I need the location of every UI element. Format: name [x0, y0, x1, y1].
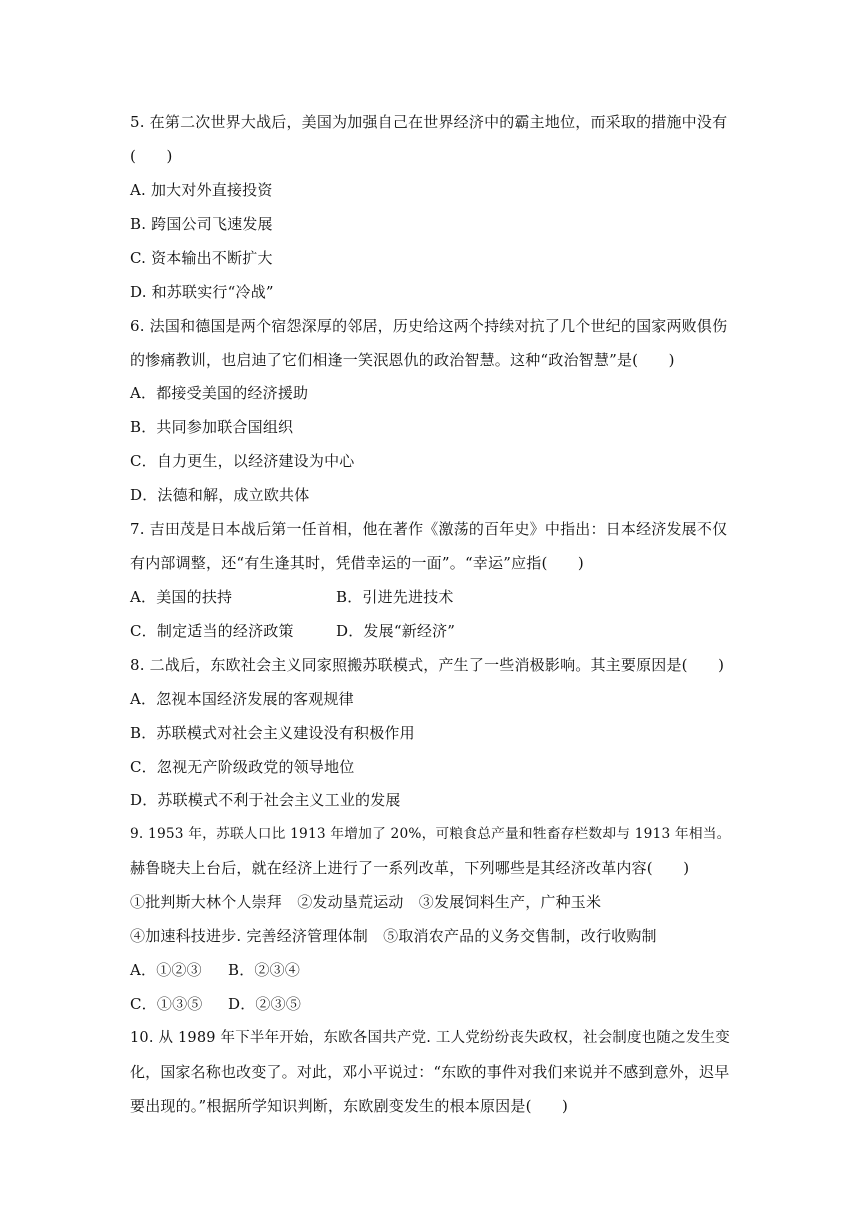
question-7-stem-line-2: 有内部调整，还“有生逢其时，凭借幸运的一面”。“幸运”应指( )	[130, 554, 584, 572]
question-5-option-c: C. 资本输出不断扩大	[130, 249, 273, 267]
question-5-stem-line-2: ( )	[130, 147, 173, 165]
question-9-option-c: C．①③⑤	[130, 995, 203, 1013]
question-10-stem-line-3: 要出现的。”根据所学知识判断，东欧剧变发生的根本原因是( )	[130, 1097, 569, 1115]
question-5-stem-line-1: 5. 在第二次世界大战后，美国为加强自己在世界经济中的霸主地位，而采取的措施中没有	[130, 113, 728, 131]
question-9-statements-line-1: ①批判斯大林个人崇拜 ②发动垦荒运动 ③发展饲料生产，广种玉米	[130, 893, 602, 911]
question-10-stem-line-1: 10. 从 1989 年下半年开始，东欧各国共产党. 工人党纷纷丧失政权，社会制度也随之发生变	[130, 1030, 730, 1046]
question-8-option-d: D．苏联模式不利于社会主义工业的发展	[130, 791, 401, 809]
question-7-option-b: B．引进先进技术	[336, 588, 454, 606]
question-7-option-d: D．发展“新经济”	[336, 622, 456, 640]
question-9-stem-line-2: 赫鲁晓夫上台后，就在经济上进行了一系列改革，下列哪些是其经济改革内容( )	[130, 859, 690, 877]
question-6-stem-line-1: 6. 法国和德国是两个宿怨深厚的邻居，历史给这两个持续对抗了几个世纪的国家两败俱伤	[130, 317, 728, 335]
question-5-option-a: A. 加大对外直接投资	[130, 181, 273, 199]
question-6-option-a: A．都接受美国的经济援助	[130, 384, 309, 402]
question-9-option-a: A．①②③	[130, 961, 202, 979]
question-6-option-b: B．共同参加联合国组织	[130, 418, 294, 436]
question-8-stem-line-1: 8. 二战后，东欧社会主义同家照搬苏联模式，产生了一些消极影响。其主要原因是( )	[130, 656, 725, 674]
question-7-stem-line-1: 7. 吉田茂是日本战后第一任首相，他在著作《激荡的百年史》中指出：日本经济发展不仅	[130, 520, 728, 538]
question-9-statements-line-2: ④加速科技进步. 完善经济管理体制 ⑤取消农产品的义务交售制，改行收购制	[130, 927, 657, 945]
question-7-option-c: C．制定适当的经济政策	[130, 622, 294, 640]
question-8-option-c: C．忽视无产阶级政党的领导地位	[130, 758, 355, 776]
question-6-option-c: C．自力更生，以经济建设为中心	[130, 452, 355, 470]
question-7-option-a: A．美国的扶持	[130, 588, 233, 606]
question-9-option-d: D．②③⑤	[228, 995, 302, 1013]
question-6-stem-line-2: 的惨痛教训，也启迪了它们相逢一笑泯恩仇的政治智慧。这种“政治智慧”是( )	[130, 351, 675, 369]
question-9-option-b: B．②③④	[228, 961, 301, 979]
question-8-option-b: B．苏联模式对社会主义建设没有积极作用	[130, 724, 415, 742]
question-5-option-d: D. 和苏联实行“冷战”	[130, 283, 274, 301]
question-5-option-b: B. 跨国公司飞速发展	[130, 215, 273, 233]
question-6-option-d: D．法德和解，成立欧共体	[130, 486, 310, 504]
question-8-option-a: A．忽视本国经济发展的客观规律	[130, 690, 354, 708]
question-10-stem-line-2: 化，国家名称也改变了。对此，邓小平说过：“东欧的事件对我们来说并不感到意外，迟早	[130, 1063, 730, 1081]
question-9-stem-line-1: 9. 1953 年，苏联人口比 1913 年增加了 20%，可粮食总产量和牲畜存栏数却与 1913 年相当。	[130, 826, 731, 842]
